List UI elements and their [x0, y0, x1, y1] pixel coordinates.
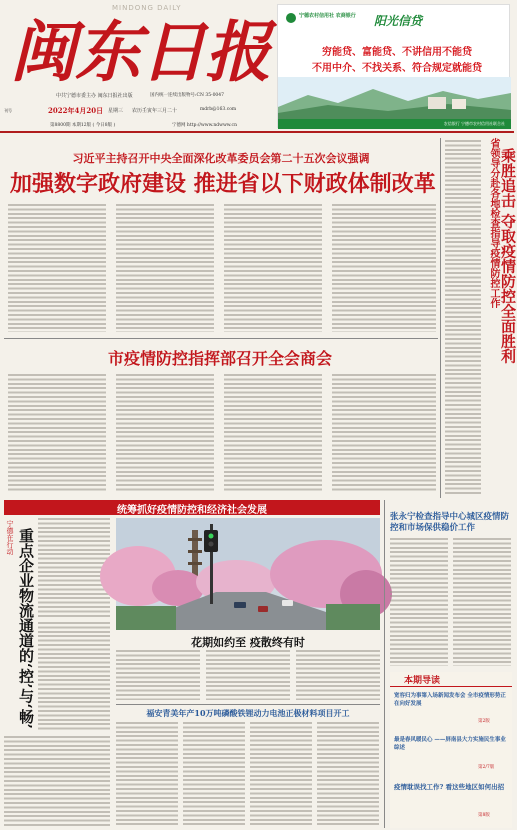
masthead-publisher: 中共宁德市委主办 闽东日报社出版 [56, 93, 133, 99]
side-divider [440, 138, 441, 498]
battery-rule [116, 704, 380, 705]
side-headline: 乘胜追击 夺取疫情防控全面胜利 [499, 148, 517, 364]
ad-footer: 农信银行 宁德市农村信用社联合社 [278, 119, 511, 129]
meeting-col-4 [332, 374, 436, 492]
meeting-body [8, 374, 438, 494]
cn-number: 国内统一连续出版物号:CN 35-0047 [150, 93, 225, 98]
issue-code: 刊号 [4, 108, 12, 113]
photo-story [116, 650, 380, 702]
meeting-col-3 [224, 374, 322, 492]
lead-col-2 [116, 204, 214, 332]
side-kicker: 省领导分赴各地检查指导疫情防控工作 [488, 138, 499, 308]
battery-col-3 [250, 722, 312, 826]
guide-item-title: 疫情耽误找工作? 看这些地区如何出招 [394, 783, 505, 791]
battery-body [116, 722, 380, 828]
right-col-divider [384, 500, 385, 828]
ad-brand: 阳光信贷 [374, 14, 423, 28]
ad-landscape [278, 77, 511, 119]
vertical-body-b [38, 622, 110, 732]
banner-text: 统筹抓好疫情防控和经济社会发展 [117, 505, 267, 516]
guide-item[interactable] [394, 736, 510, 776]
guide-item-page: 第8版 [478, 813, 490, 818]
right-col-text-2 [453, 538, 511, 666]
masthead-english: MINDONG DAILY [112, 4, 182, 12]
vertical-body-a [38, 518, 110, 618]
guide-title: 本期导读 [404, 676, 441, 686]
guide-item-title: 宽容归为事第入场新闻发布会 全市疫情形势正在向好发展 [394, 693, 506, 707]
guide-box [390, 672, 512, 828]
masthead-rule [0, 131, 514, 133]
vertical-kicker: 宁德在行动 [6, 520, 14, 555]
meeting-col-2 [116, 374, 214, 492]
bank-logo-icon [286, 13, 296, 23]
ad-slogan-1: 穷能贷、富能贷、不讲信用不能贷 [322, 47, 472, 58]
meeting-col-1 [8, 374, 106, 492]
guide-rule [390, 686, 512, 687]
guide-item-title: 最是春风暖民心 ——屏南县大力实施民生事业综述 [394, 737, 506, 751]
right-col-text-1 [390, 538, 448, 666]
ad-slogan-2: 不用中介、不找关系、符合规定就能贷 [312, 63, 482, 74]
lead-col-4 [332, 204, 436, 332]
photo-caption: 花期如约至 疫散终有时 [191, 636, 305, 649]
edition-info: 第8800期 本期12版 ( 今日8版 ) [50, 123, 116, 128]
lead-headline: 加强数字政府建设 推进省以下财政体制改革 [10, 171, 436, 197]
lunar-date: 农历壬寅年三月二十 [132, 108, 178, 114]
lead-body [8, 204, 438, 334]
street-photo [116, 518, 380, 630]
issue-weekday: 星期三 [108, 108, 124, 114]
meeting-headline: 市疫情防控指挥部召开全会商会 [107, 349, 332, 368]
masthead-title: 闽东日报 [10, 13, 270, 91]
lead-kicker: 习近平主持召开中央全面深化改革委员会第二十五次会议强调 [72, 152, 370, 165]
vertical-body-c [4, 736, 110, 828]
battery-col-1 [116, 722, 178, 826]
battery-headline: 福安青美年产10万吨磷酸铁锂动力电池正极材料项目开工 [146, 708, 350, 718]
ad-box[interactable] [277, 4, 510, 128]
right-col-body [390, 538, 512, 668]
guide-item-page: 第2/7版 [478, 765, 495, 770]
lead-col-1 [8, 204, 106, 332]
right-col-headline: 张永宁检查指导中心城区疫情防控和市场保供稳价工作 [390, 512, 510, 533]
guide-item[interactable] [394, 692, 510, 730]
website[interactable]: 宁德网 http://www.ndwww.cn [172, 123, 237, 128]
masthead [0, 0, 272, 132]
photo-story-col-1 [116, 650, 200, 700]
issue-date: 2022年4月20日 [48, 106, 104, 115]
side-body [445, 140, 481, 496]
lead-col-3 [224, 204, 322, 332]
banner [4, 500, 380, 515]
vertical-headline: 重点企业物流通道的‘控’与‘畅’ [17, 528, 35, 729]
battery-col-2 [183, 722, 245, 826]
guide-item[interactable] [394, 782, 510, 824]
photo-story-col-3 [296, 650, 380, 700]
guide-item-page: 第2版 [478, 719, 490, 724]
ad-bank-name: 宁德农村信用社 农商银行 [299, 13, 356, 19]
photo-story-col-2 [206, 650, 290, 700]
battery-col-4 [317, 722, 379, 826]
side-story [443, 138, 517, 498]
meeting-top-rule [4, 338, 438, 339]
email[interactable]: mdrb@163.com [200, 107, 237, 112]
vertical-story [4, 518, 112, 828]
